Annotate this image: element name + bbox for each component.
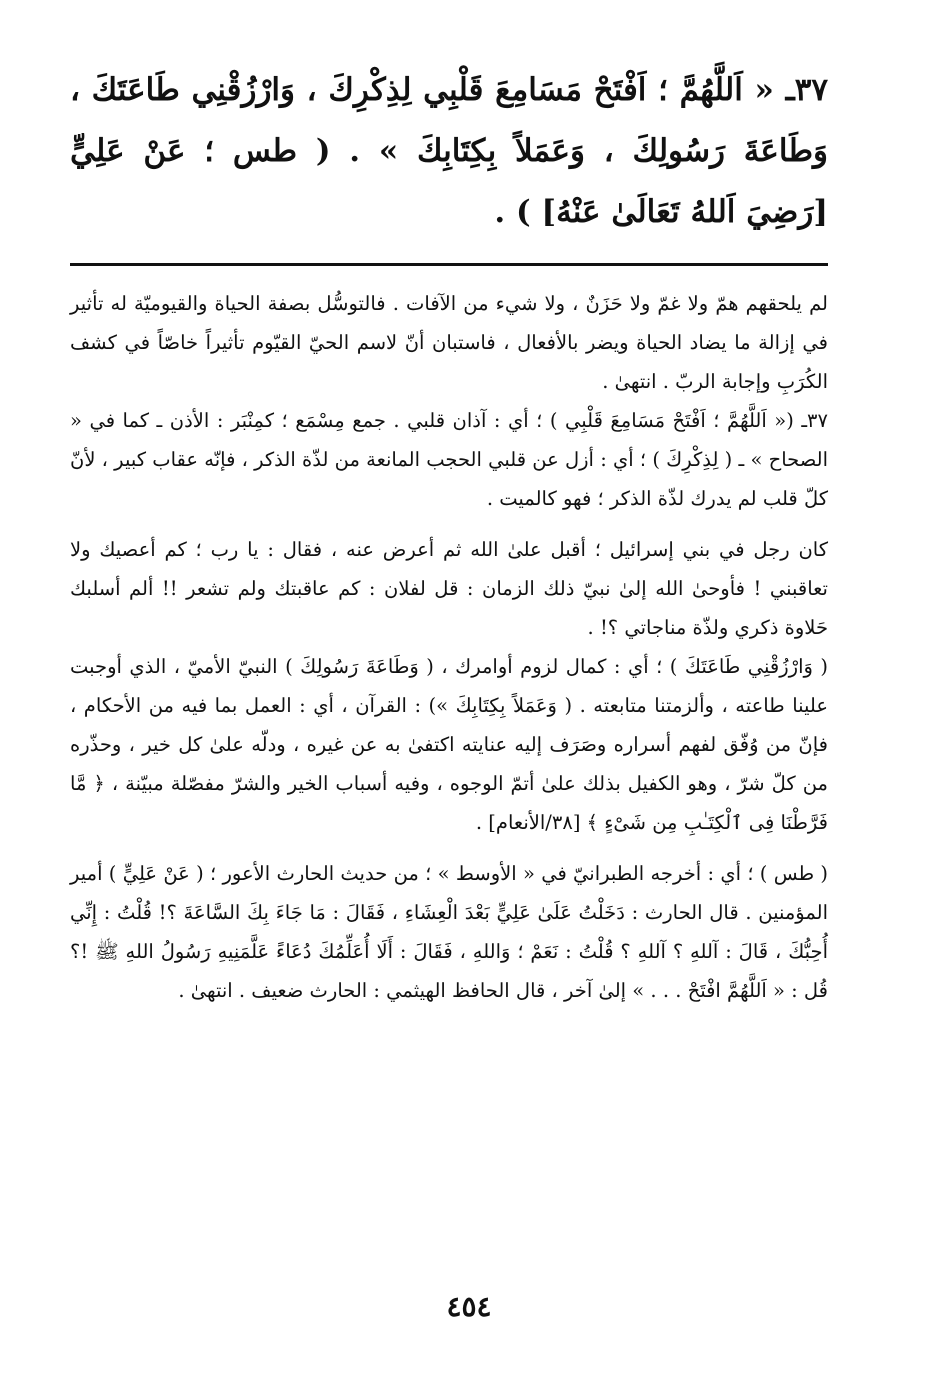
commentary-paragraph: ( وَارْزُقْنِي طَاعَتَكَ ) ؛ أي : كمال لزوم أوامرك ، ( وَطَاعَةَ رَسُولِكَ ) النبيّ الأميّ ، الذي أوجبت علينا طاعته ، وألزمتنا متابعته . ( وَعَمَلاً بِكِتَابِكَ ») : القرآن ، أي : العمل بما فيه من الأحكام ، فإنّ من وُفّق لفهم أسراره وصَرَف إليه عنايته اكتفىٰ به عن غيره ، ودلّه علىٰ كل خير ، وحذّره من كلّ شرّ ، وهو الكفيل بذلك علىٰ أتمّ الوجوه ، وفيه أسباب الخير والشرّ مفصّلة مبيّنة ، ﴿ مَّا فَرَّطْنَا فِى ٱلْكِتَـٰبِ مِن شَىْءٍ ﴾ [٣٨/الأنعام] . <box>70 655 828 834</box>
book-page <box>70 60 828 1010</box>
footnote-divider <box>70 263 828 266</box>
page-number: ٤٥٤ <box>446 1290 492 1323</box>
commentary <box>70 284 828 1010</box>
hadith-text: ٣٧ـ « اَللَّهُمَّ ؛ اَفْتَحْ مَسَامِعَ قَلْبِي لِذِكْرِكَ ، وَارْزُقْنِي طَاعَتَكَ ، وَطَاعَةَ رَسُولِكَ ، وَعَمَلاً بِكِتَابِكَ » . ( طس ؛ عَنْ عَلِيٍّ [رَضِيَ اَللهُ تَعَالَىٰ عَنْهُ] ) . <box>70 72 828 230</box>
commentary-paragraph: لم يلحقهم همّ ولا غمّ ولا حَزَنٌ ، ولا شيء من الآفات . فالتوسُّل بصفة الحياة والقيوميّة له تأثير في إزالة ما يضاد الحياة ويضر بالأفعال ، فاستبان أنّ لاسم الحيّ القيّوم تأثيراً خاصّاً في كشف الكُرَبِ وإجابة الربّ . انتهىٰ . <box>70 292 828 393</box>
commentary-paragraph: كان رجل في بني إسرائيل ؛ أقبل علىٰ الله ثم أعرض عنه ، فقال : يا رب ؛ كم أعصيك ولا تعاقبني ! فأوحىٰ الله إلىٰ نبيّ ذلك الزمان : قل لفلان : كم عاقبتك ولم تشعر !! ألم أسلبك حَلاوة ذكري ولذّة مناجاتي ؟! . <box>70 538 828 639</box>
commentary-paragraph: ( طس ) ؛ أي : أخرجه الطبرانيّ في « الأوسط » ؛ من حديث الحارث الأعور ؛ ( عَنْ عَلِيٍّ ) أمير المؤمنين . قال الحارث : دَخَلْتُ عَلَىٰ عَلِيٍّ بَعْدَ الْعِشَاءِ ، فَقَالَ : مَا جَاءَ بِكَ السَّاعَةَ ؟! قُلْتُ : إِنِّي أُحِبُّكَ ، قَالَ : آللهِ ؟ آللهِ ؟ قُلْتُ : نَعَمْ ؛ وَاللهِ ، فَقَالَ : أَلَا أُعَلِّمُكَ دُعَاءً عَلَّمَنِيهِ رَسُولُ اللهِ ﷺ !؟ قُل : « اَللَّهُمَّ افْتَحْ . . . » إلىٰ آخر ، قال الحافظ الهيثمي : الحارث ضعيف . انتهىٰ . <box>70 862 828 1002</box>
commentary-paragraph: ٣٧ـ (« اَللَّهُمَّ ؛ اَفْتَحْ مَسَامِعَ قَلْبِي ) ؛ أي : آذان قلبي . جمع مِسْمَع ؛ كمِنْبَر : الأذن ـ كما في « الصحاح » ـ ( لِذِكْرِكَ ) ؛ أي : أزل عن قلبي الحجب المانعة من لذّة الذكر ، فإنّه عقاب كبير ، لأنّ كلّ قلب لم يدرك لذّة الذكر ؛ فهو كالميت . <box>70 409 828 510</box>
